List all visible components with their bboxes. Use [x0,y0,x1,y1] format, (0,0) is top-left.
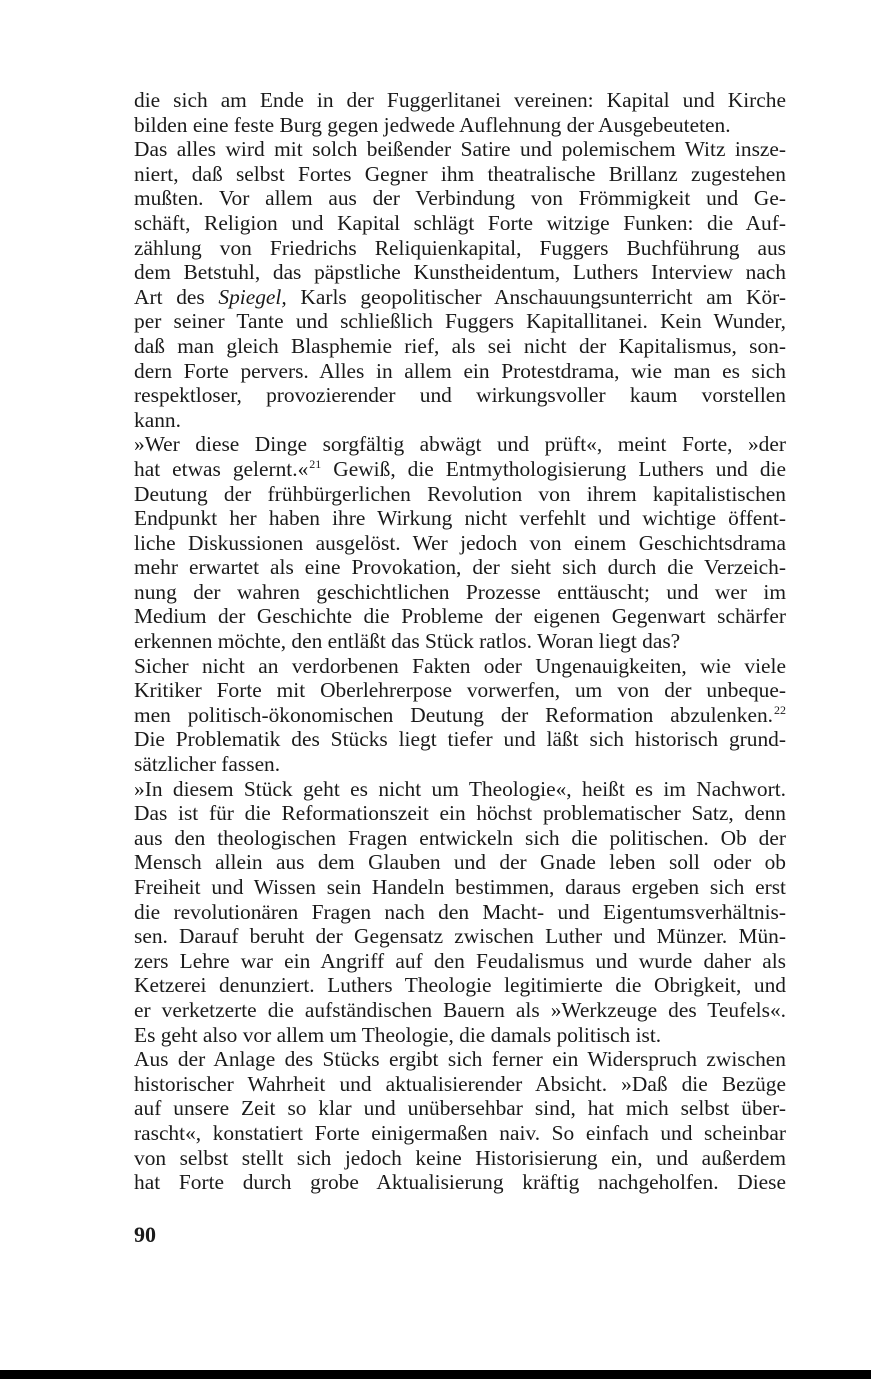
line-text: Art des [134,284,219,309]
body-text [134,88,786,1195]
text-line: Aus der Anlage des Stücks ergibt sich ferner ein Widerspruch zwischen [134,1047,786,1072]
text-line: Das alles wird mit solch beißender Satire und polemischem Witz insze- [134,137,786,162]
text-line: Deutung der frühbürgerlichen Revolution von ihrem kapitalistischen [134,481,786,506]
text-line: Medium der Geschichte die Probleme der eigenen Gegenwart schärfer [134,604,786,629]
text-line: zers Lehre war ein Angriff auf den Feudalismus und wurde daher als [134,948,786,973]
paragraph [134,1047,786,1195]
text-line: rascht«, konstatiert Forte einigermaßen naiv. So einfach und scheinbar [134,1120,786,1145]
text-line: Es geht also vor allem um Theologie, die damals politisch ist. [134,1022,662,1047]
text-line: niert, daß selbst Fortes Gegner ihm theatralische Brillanz zugestehen [134,161,786,186]
text-line: zählung von Friedrichs Reliquienkapital, Fuggers Buchführung aus [134,235,786,260]
text-line: hat Forte durch grobe Aktualisierung kräftig nachgeholfen. Diese [134,1170,786,1195]
text-line: sen. Darauf beruht der Gegensatz zwischen Luther und Münzer. Mün- [134,924,786,949]
text-line: historischer Wahrheit und aktualisierender Absicht. »Daß die Bezüge [134,1071,786,1096]
text-line: aus den theologischen Fragen entwickeln sich die politischen. Ob der [134,825,786,850]
paragraph [134,137,786,432]
text-line: liche Diskussionen ausgelöst. Wer jedoch von einem Geschichtsdrama [134,530,786,555]
text-line: Endpunkt her haben ihre Wirkung nicht verfehlt und wichtige öffent- [134,506,786,531]
paragraph [134,432,786,653]
text-line: Freiheit und Wissen sein Handeln bestimmen, daraus ergeben sich erst [134,875,786,899]
text-line [134,457,786,482]
text-line: Mensch allein aus dem Glauben und der Gnade leben soll oder ob [134,850,786,875]
bottom-edge-bar [0,1370,871,1379]
text-line: dern Forte pervers. Alles in allem ein Protestdrama, wie man es sich [134,358,786,383]
line-text: hat etwas gelernt.« [134,456,309,481]
text-line: mußten. Vor allem aus der Verbindung von Frömmigkeit und Ge- [134,186,786,211]
italic-title: Spiegel, [218,284,287,309]
text-line: Das ist für die Reformationszeit ein höchst problematischer Satz, denn [134,801,786,826]
text-line: dem Betstuhl, das päpstliche Kunstheidentum, Luthers Interview nach [134,260,786,285]
text-line: daß man gleich Blasphemie rief, als sei nicht der Kapitalismus, son- [134,333,786,358]
text-line: »In diesem Stück geht es nicht um Theologie«, heißt es im Nachwort. [134,776,786,801]
text-line: er verketzerte die aufständischen Bauern als »Werkzeuge des Teufels«. [134,997,786,1022]
text-line: Kritiker Forte mit Oberlehrerpose vorwerfen, um von der unbeque- [134,678,786,703]
text-line: nung der wahren geschichtlichen Prozesse enttäuscht; und wer im [134,579,786,604]
text-line: von selbst stellt sich jedoch keine Historisierung ein, und außerdem [134,1145,786,1170]
text-line: »Wer diese Dinge sorgfältig abwägt und prüft«, meint Forte, »der [134,432,786,457]
text-line: auf unsere Zeit so klar und unübersehbar sind, hat mich selbst über- [134,1096,786,1121]
text-line [134,703,786,728]
text-line: Ketzerei denunziert. Luthers Theologie legitimierte die Obrigkeit, und [134,973,786,998]
paragraph [134,777,786,1048]
text-line: die sich am Ende in der Fuggerlitanei vereinen: Kapital und Kirche [134,88,786,112]
text-line: bilden eine feste Burg gegen jedwede Auflehnung der Ausgebeuteten. [134,112,731,137]
text-line: erkennen möchte, den entläßt das Stück ratlos. Woran liegt das? [134,629,681,654]
text-line: die revolutionären Fragen nach den Macht- und Eigentumsverhältnis- [134,899,786,924]
paragraph [134,654,786,777]
paragraph [134,88,786,137]
line-text: men politisch-ökonomischen Deutung der Reformation abzulenken. [134,702,773,727]
text-line: sätzlicher fassen. [134,752,281,777]
text-line: Die Problematik des Stücks liegt tiefer und läßt sich historisch grund- [134,727,786,752]
page-number: 90 [134,1222,156,1247]
text-line: schäft, Religion und Kapital schlägt Forte witzige Funken: die Auf- [134,210,786,235]
text-line: per seiner Tante und schließlich Fuggers Kapitallitanei. Kein Wunder, [134,309,786,334]
footnote-reference: 22 [774,702,786,717]
line-text: Karls geopolitischer Anschauungsunterricht am Kör- [286,284,786,309]
text-line: Sicher nicht an verdorbenen Fakten oder Ungenauigkeiten, wie viele [134,653,786,678]
line-text: Gewiß, die Entmythologisierung Luthers und die [321,456,786,481]
text-line: respektloser, provozierender und wirkungsvoller kaum vorstellen [134,383,786,408]
footnote-reference: 21 [309,456,322,471]
text-line [134,285,786,310]
text-line: kann. [134,407,181,432]
text-line: mehr erwartet als eine Provokation, der sieht sich durch die Verzeich- [134,555,786,580]
